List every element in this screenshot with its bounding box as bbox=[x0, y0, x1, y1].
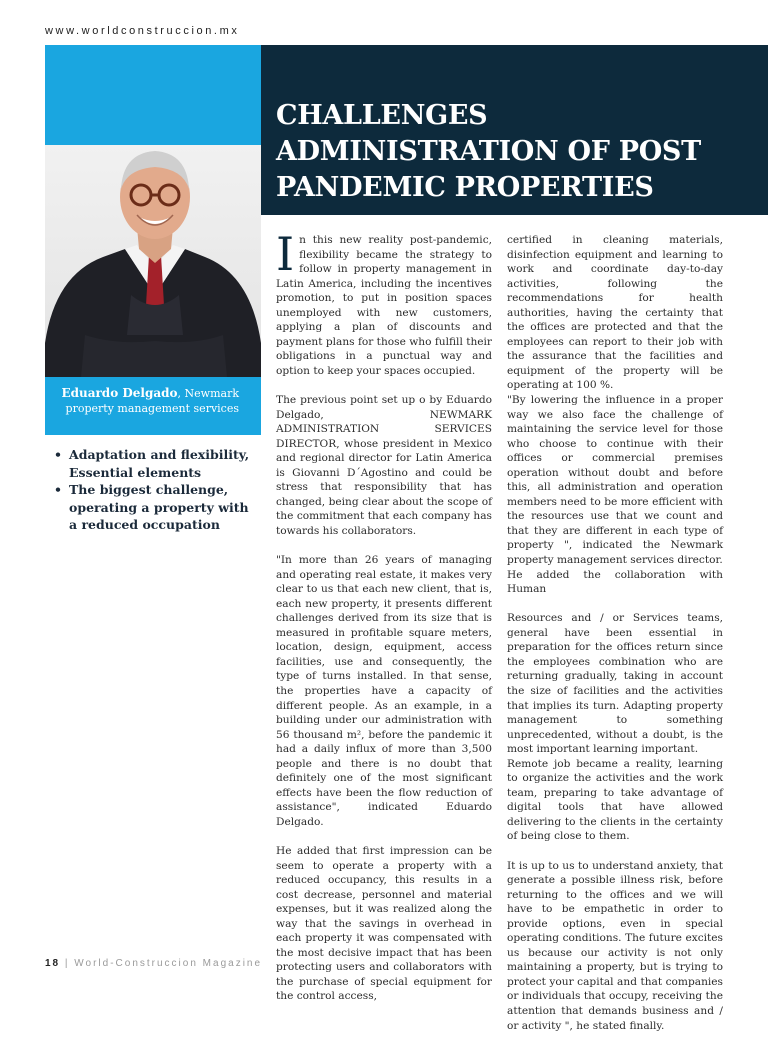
title-line-3: PANDEMIC PROPERTIES bbox=[276, 172, 654, 203]
portrait-photo bbox=[45, 145, 261, 377]
paragraph: He added the collaboration with Human bbox=[507, 568, 723, 596]
caption-role-2: property management services bbox=[65, 402, 239, 415]
paragraph: The previous point set up o by Eduardo Delgado, NEWMARK ADMINISTRATION SERVICES DIRECTOR, whose president in Mexico and regional director for Latin America is Giovanni D´Agostino and could be stress that responsibility that has changed, being clear about the scope of the commitment that each company has towards his collaborators. bbox=[276, 394, 492, 537]
article-column-2 bbox=[507, 233, 723, 1048]
highlights-list bbox=[52, 446, 257, 534]
paragraph: Resources and / or Services teams, general have been essential in preparation for the offices return since the employees combination who are returning gradually, taking in account the size of facilities and the activities that implies its turn. Adapting property management to something unprecedented, without a doubt, is the most important learning important. bbox=[507, 612, 723, 756]
paragraph bbox=[276, 227, 492, 378]
paragraph: "By lowering the influence in a proper way we also face the challenge of maintaining the service level for those who choose to continue with their offices or commercial premises operation without doubt and before this, all administration and operation members need to be more efficient with the resources use that we count and that they are different in each type of property ", indicated the Newmark property management services director. bbox=[507, 394, 723, 567]
magazine-name: World-Construccion Magazine bbox=[74, 958, 263, 969]
page-number: 18 bbox=[45, 958, 61, 969]
portrait-illustration bbox=[45, 145, 261, 377]
footer-separator: | bbox=[60, 958, 75, 969]
page-footer bbox=[45, 958, 262, 969]
article-title bbox=[276, 98, 701, 206]
photo-caption bbox=[45, 377, 261, 435]
caption-name: Eduardo Delgado bbox=[61, 386, 178, 400]
drop-cap: I bbox=[276, 227, 295, 281]
paragraph: certified in cleaning materials, disinfection equipment and learning to work and coordinate day-to-day activities, following the recommendations for health authorities, having the certainty that the offices are protected and that the employees can report to their job with the assurance that the facilities and equipment of the property will be operating at 100 %. bbox=[507, 234, 723, 392]
highlight-item: • The biggest challenge, operating a property with a reduced occupation bbox=[52, 481, 257, 534]
site-url[interactable]: www.worldconstruccion.mx bbox=[45, 25, 240, 37]
title-line-1: CHALLENGES bbox=[276, 100, 488, 131]
paragraph: It is up to us to understand anxiety, that generate a possible illness risk, before returning to the offices and we will have to be empathetic in order to provide options, even in special operating conditions. The future excites us because our activity is not only maintaining a property, but is trying to protect your capital and that companies or individuals that occupy, receiving the attention that demands business and / or activity ", he stated finally. bbox=[507, 859, 723, 1032]
paragraph: Remote job became a reality, learning to organize the activities and the work team, preparing to take advantage of digital tools that have allowed delivering to the clients in the certainty of being close to them. bbox=[507, 757, 723, 843]
accent-block bbox=[45, 45, 261, 145]
paragraph: "In more than 26 years of managing and operating real estate, it makes very clear to us that each new client, that is, each new property, it presents different challenges derived from its size that is measured in profitable square meters, location, design, equipment, access facilities, use and consequently, the type of turns installed. In that sense, the properties have a capacity of different people. As an example, in a building under our administration with 56 thousand m², before the pandemic it had a daily influx of more than 3,500 people and there is no doubt that definitely one of the most significant effects have been the flow reduction of assistance", indicated Eduardo Delgado. bbox=[276, 554, 492, 828]
title-line-2: ADMINISTRATION OF POST bbox=[276, 136, 701, 167]
paragraph: He added that first impression can be seem to operate a property with a reduced occupancy, this results in a cost decrease, personnel and material expenses, but it was realized along the way that the savings in overhead in each property it was compensated with the most decisive impact that has been protecting users and collaborators with the purchase of special equipment for the control access, bbox=[276, 844, 492, 1003]
caption-role-1: , Newmark bbox=[177, 387, 239, 400]
highlight-item: • Adaptation and flexibility, Essential elements bbox=[52, 446, 257, 481]
article-column-1 bbox=[276, 227, 492, 1019]
paragraph-text: n this new reality post-pandemic, flexibility became the strategy to follow in property management in Latin America, including the incentives promotion, to put in position spaces unemployed with new customers, applying a plan of discounts and payment plans for those who fulfill their obligations in a punctual way and option to keep your spaces occupied. bbox=[276, 234, 492, 377]
